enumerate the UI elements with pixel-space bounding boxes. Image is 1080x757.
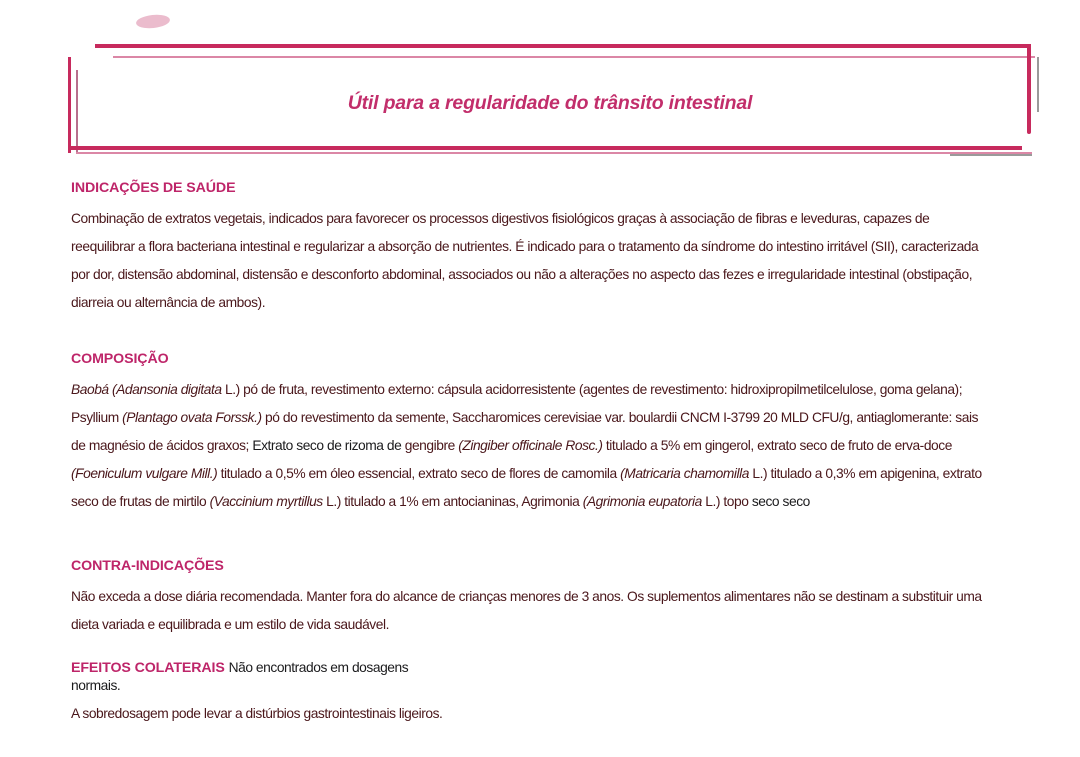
text-run: (Agrimonia eupatoria	[582, 494, 702, 509]
text-run: A sobredosagem pode levar a distúrbios gastrointestinais ligeiros.	[71, 706, 443, 721]
text-line	[71, 432, 1031, 460]
text-run: de magnésio de ácidos graxos;	[71, 438, 253, 453]
text-line	[71, 404, 1031, 432]
text-run: seco de frutas de mirtilo	[71, 494, 210, 509]
text-line	[71, 233, 1031, 261]
section-paragraph	[71, 659, 1031, 722]
text-run: Extrato seco de rizoma de	[252, 438, 405, 453]
section-heading-composicao: COMPOSIÇÃO	[71, 351, 169, 367]
text-line	[71, 677, 1031, 694]
text-run: L.) pó de fruta, revestimento externo: cápsula acidorresistente (agentes de revestimento: hidroxipropilmetilcelulose, goma gelana);	[221, 382, 963, 397]
frame-bottom-line	[68, 146, 1022, 150]
text-run: pó do revestimento da semente, Saccharomices cerevisiae var. boulardii CNCM I-3799 20 MLD CFU/g, antiaglomerante: sais	[261, 410, 979, 425]
text-run: L.) titulado a 0,3% em apigenina, extrato	[749, 466, 982, 481]
banner-title: Útil para a regularidade do trânsito intestinal	[347, 92, 753, 114]
section-heading-contra-indicacoes: CONTRA-INDICAÇÕES	[71, 558, 224, 574]
frame-right-shadow-line	[1037, 57, 1039, 112]
text-line	[71, 583, 1031, 611]
text-run: EFEITOS COLATERAIS	[71, 660, 229, 676]
text-run: Não exceda a dose diária recomendada. Manter fora do alcance de crianças menores de 3 anos. Os suplementos alimentares não se destinam a substituir uma	[71, 589, 982, 604]
section-indicacoes-de-saude	[71, 179, 1031, 317]
text-run: por dor, distensão abdominal, distensão e desconforto abdominal, associados ou não a alterações no aspecto das fezes e irregularidade intestinal (obstipação,	[71, 267, 973, 282]
text-line	[71, 460, 1031, 488]
text-run: (Matricaria chamomilla	[620, 466, 750, 481]
text-line	[71, 488, 1031, 516]
text-run: Psyllium	[71, 410, 123, 425]
banner-frame	[0, 0, 1080, 170]
text-run: diarreia ou alternância de ambos).	[71, 295, 266, 310]
section-heading-indicacoes-de-saude: INDICAÇÕES DE SAÚDE	[71, 180, 236, 196]
frame-top-inner-line	[113, 56, 1035, 58]
text-line	[71, 659, 1031, 677]
text-line	[71, 205, 1031, 233]
text-run: dieta variada e equilibrada e um estilo de vida saudável.	[71, 617, 389, 632]
text-run: (Zingiber officinale Rosc.)	[458, 438, 603, 453]
section-paragraph	[71, 583, 1031, 639]
text-run: titulado a 5% em gingerol, extrato seco de fruto de erva-doce	[602, 438, 952, 453]
frame-bottom-shadow-line	[950, 154, 1032, 156]
section-paragraph	[71, 205, 1031, 317]
text-run: gengibre	[404, 438, 459, 453]
section-composicao	[71, 350, 1031, 516]
text-run: Combinação de extratos vegetais, indicados para favorecer os processos digestivos fisiológicos graças à associação de fibras e leveduras, capazes de	[71, 211, 930, 226]
section-efeitos-colaterais	[71, 659, 1031, 722]
text-run: titulado a 0,5% em óleo essencial, extrato seco de flores de camomila	[217, 466, 621, 481]
text-line	[71, 261, 1031, 289]
text-run: Não encontrados em dosagens	[228, 660, 409, 675]
text-run: (Foeniculum vulgare Mill.)	[71, 466, 218, 481]
frame-bottom-inner-line	[76, 152, 1032, 154]
text-run: reequilibrar a flora bacteriana intestinal e regularizar a absorção de nutrientes. É indicado para o tratamento da síndrome do intestino irritável (SII), caracterizada	[71, 239, 979, 254]
frame-top-line	[95, 44, 1031, 48]
text-line	[71, 376, 1031, 404]
document-body	[71, 179, 1031, 722]
text-run: L.) titulado a 1% em antocianinas, Agrimonia	[322, 494, 583, 509]
text-run: Baobá (Adansonia digitata	[71, 382, 222, 397]
section-contra-indicacoes	[71, 557, 1031, 639]
text-run: normais.	[71, 678, 121, 693]
text-line	[71, 705, 1031, 722]
text-run: (Vaccinium myrtillus	[209, 494, 323, 509]
text-run: L.) topo	[701, 494, 752, 509]
section-paragraph	[71, 376, 1031, 516]
frame-right-line	[1027, 46, 1031, 134]
text-run: seco seco	[751, 494, 810, 509]
text-run: (Plantago ovata Forssk.)	[122, 410, 262, 425]
text-line	[71, 611, 1031, 639]
text-line	[71, 289, 1031, 317]
frame-smudge	[135, 13, 170, 29]
